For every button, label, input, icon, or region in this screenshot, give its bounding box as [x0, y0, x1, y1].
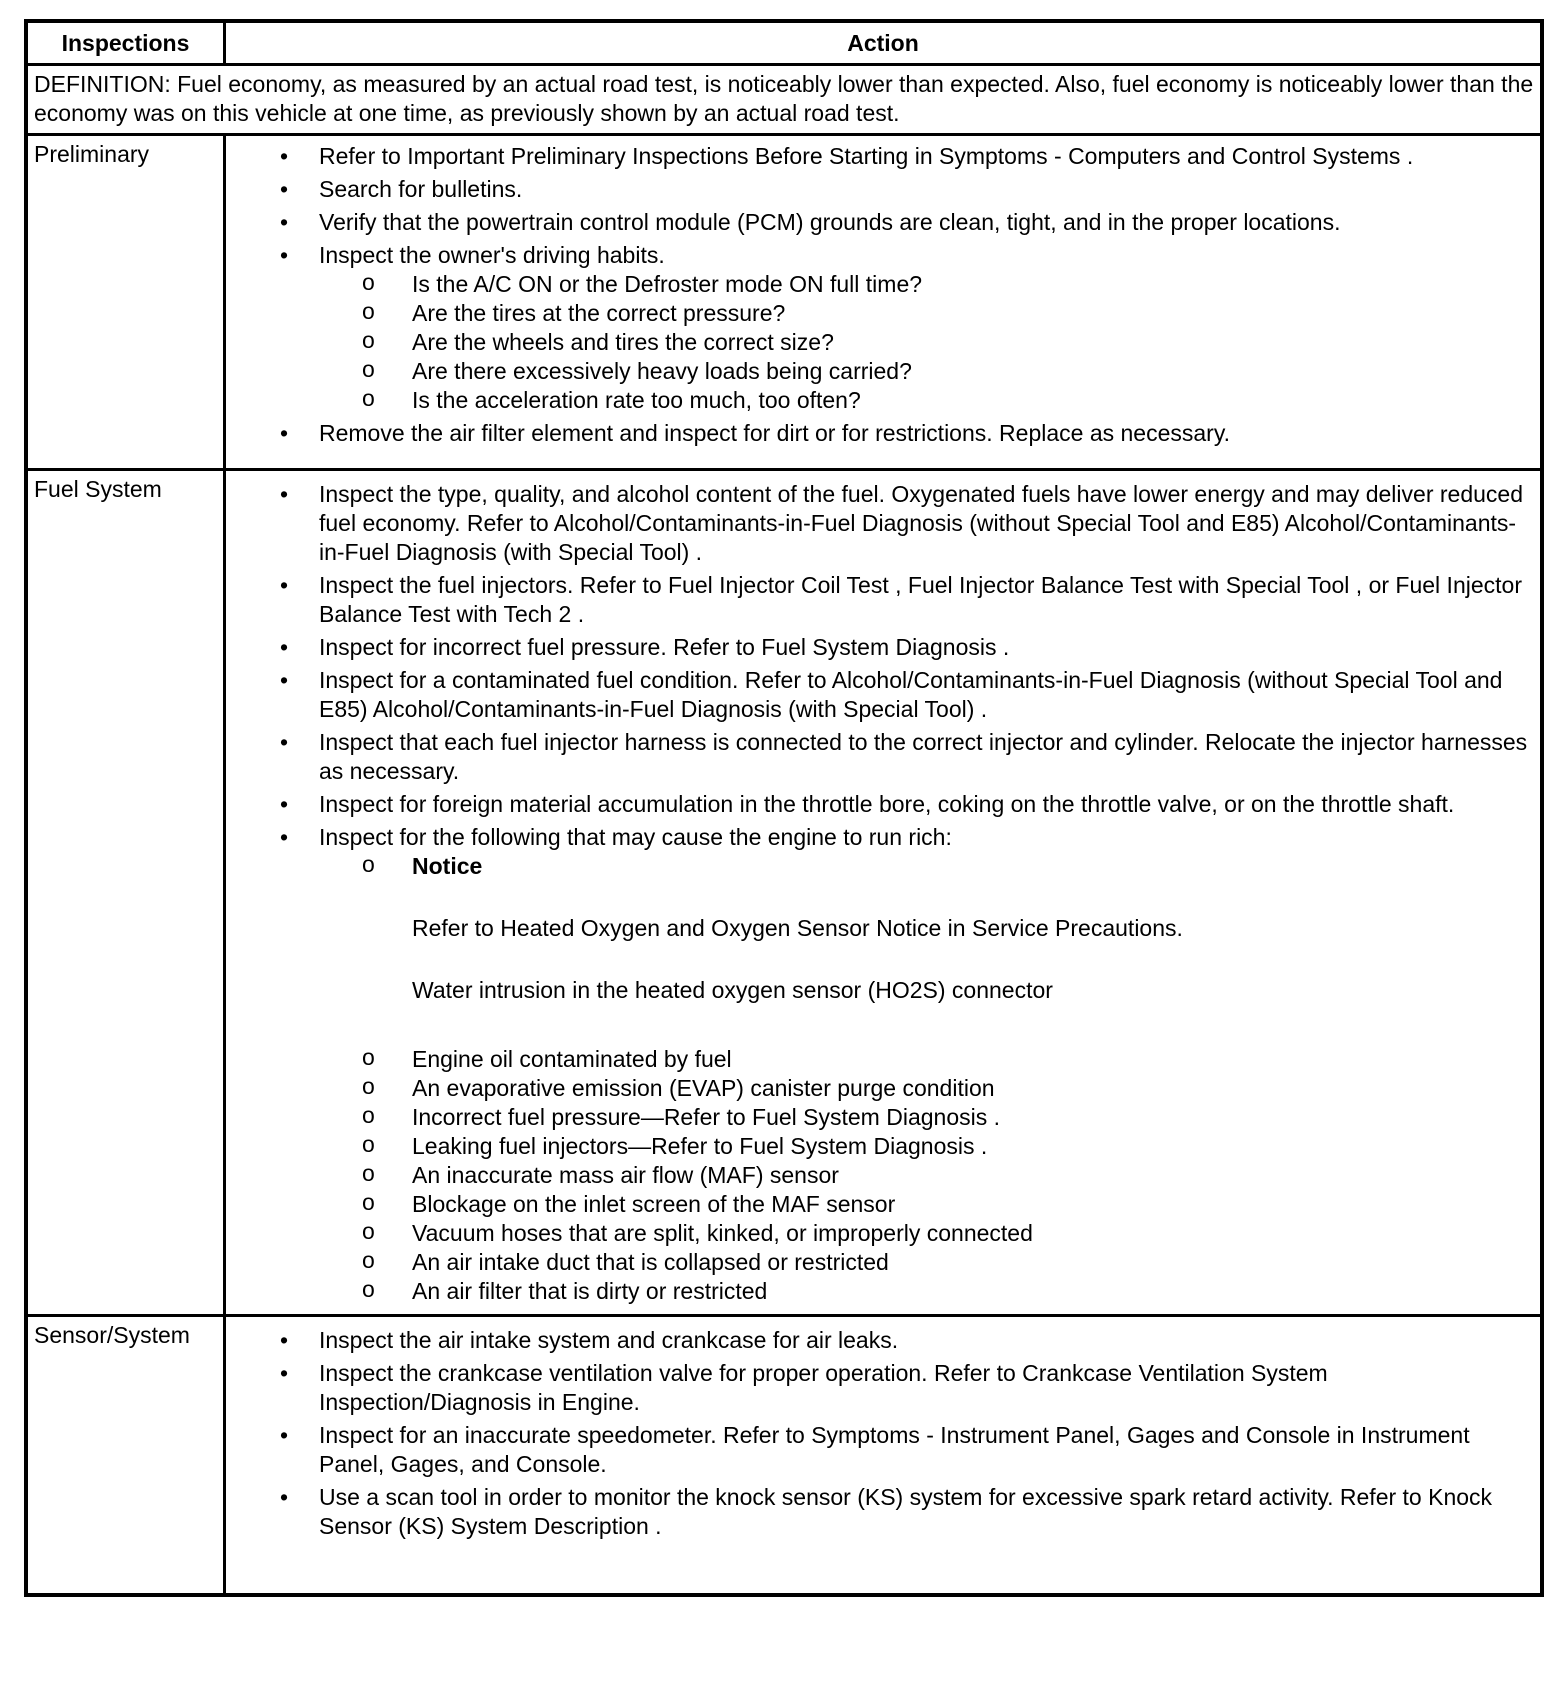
bullet-list [226, 1326, 1540, 1541]
sub-list-item [312, 1161, 1540, 1190]
header-action: Action [847, 30, 919, 56]
notice-block [412, 852, 1540, 1045]
sub-list-item [312, 1248, 1540, 1277]
sub-item-text: Are the wheels and tires the correct size? [412, 329, 834, 355]
list-item [226, 790, 1540, 819]
list-item-text: Inspect for the following that may cause the engine to run rich: [319, 824, 952, 850]
list-item-text: Inspect for a contaminated fuel condition. Refer to Alcohol/Contaminants-in-Fuel Diagnosis (without Special Tool and E85) Alcohol/Contaminants-in-Fuel Diagnosis (with Special Tool) . [319, 667, 1503, 722]
row-actions-sensor-system [226, 1317, 1540, 1593]
sub-item-text: Engine oil contaminated by fuel [412, 1046, 732, 1072]
sub-marker: o [362, 269, 375, 295]
list-item [226, 419, 1540, 448]
list-item [226, 823, 1540, 1306]
list-item-text: Inspect the air intake system and crankcase for air leaks. [319, 1327, 899, 1353]
sub-item-text: An inaccurate mass air flow (MAF) sensor [412, 1162, 839, 1188]
sub-marker: o [362, 1102, 375, 1128]
table-header-row [28, 23, 1540, 63]
list-item [226, 571, 1540, 629]
sub-marker: o [362, 385, 375, 411]
sub-item-text: Blockage on the inlet screen of the MAF sensor [412, 1191, 896, 1217]
sub-item-text: Incorrect fuel pressure—Refer to Fuel System Diagnosis . [412, 1104, 1001, 1130]
list-item [226, 1483, 1540, 1541]
row-label-preliminary: Preliminary [28, 136, 226, 468]
list-item [226, 728, 1540, 786]
sub-item-text: Is the A/C ON or the Defroster mode ON full time? [412, 271, 923, 297]
sub-marker: o [362, 1247, 375, 1273]
bullet-marker: • [279, 1360, 289, 1386]
sub-marker: o [362, 1276, 375, 1302]
header-inspections: Inspections [28, 23, 226, 63]
notice-text: Refer to Heated Oxygen and Oxygen Sensor Notice in Service Precautions. [412, 915, 1183, 941]
notice-item [312, 852, 1540, 1045]
bullet-marker: • [279, 634, 289, 660]
list-item [226, 175, 1540, 204]
sub-marker: o [362, 851, 375, 877]
sub-item-text: An air intake duct that is collapsed or restricted [412, 1249, 889, 1275]
bullet-marker: • [279, 1422, 289, 1448]
list-item [226, 666, 1540, 724]
list-item [226, 480, 1540, 567]
sub-marker: o [362, 356, 375, 382]
sub-item-text: Are there excessively heavy loads being carried? [412, 358, 912, 384]
table-row-fuel-system [28, 468, 1540, 1314]
sub-marker: o [362, 1189, 375, 1215]
sub-marker: o [362, 1160, 375, 1186]
list-item-text: Verify that the powertrain control module (PCM) grounds are clean, tight, and in the proper locations. [319, 209, 1341, 235]
sub-marker: o [362, 298, 375, 324]
list-item [226, 142, 1540, 171]
sub-list-item [312, 270, 1540, 299]
list-item-text: Use a scan tool in order to monitor the knock sensor (KS) system for excessive spark retard activity. Refer to Knock Sensor (KS) System Description . [319, 1484, 1493, 1539]
notice-item-text: Water intrusion in the heated oxygen sensor (HO2S) connector [412, 977, 1053, 1003]
list-item-text: Search for bulletins. [319, 176, 523, 202]
sub-marker: o [362, 1044, 375, 1070]
table-row-sensor-system [28, 1314, 1540, 1593]
bullet-list [226, 142, 1540, 448]
list-item-text: Remove the air filter element and inspect for dirt or for restrictions. Replace as necessary. [319, 420, 1231, 446]
bullet-marker: • [279, 1484, 289, 1510]
sub-list-item [312, 1277, 1540, 1306]
list-item-text: Inspect the crankcase ventilation valve for proper operation. Refer to Crankcase Ventilation System Inspection/Diagnosis in Engine. [319, 1360, 1328, 1415]
sub-item-text: Is the acceleration rate too much, too often? [412, 387, 861, 413]
sub-item-text: An evaporative emission (EVAP) canister purge condition [412, 1075, 995, 1101]
sub-list [319, 852, 1540, 1306]
sub-list-item [312, 1190, 1540, 1219]
sub-list-item [312, 1219, 1540, 1248]
list-item-text: Inspect for incorrect fuel pressure. Refer to Fuel System Diagnosis . [319, 634, 1010, 660]
sub-item-text: An air filter that is dirty or restricted [412, 1278, 768, 1304]
list-item [226, 1421, 1540, 1479]
row-actions-fuel-system [226, 471, 1540, 1314]
bullet-marker: • [279, 242, 289, 268]
spacer [412, 1005, 1540, 1045]
sub-item-text: Leaking fuel injectors—Refer to Fuel System Diagnosis . [412, 1133, 988, 1159]
list-item [226, 241, 1540, 415]
sub-list-item [312, 1103, 1540, 1132]
bullet-marker: • [279, 209, 289, 235]
bullet-marker: • [279, 481, 289, 507]
sub-list-item [312, 328, 1540, 357]
bullet-marker: • [279, 729, 289, 755]
bullet-marker: • [279, 824, 289, 850]
list-item-text: Inspect that each fuel injector harness is connected to the correct injector and cylinder. Relocate the injector harnesses as necessary. [319, 729, 1528, 784]
bullet-marker: • [279, 1327, 289, 1353]
sub-marker: o [362, 1218, 375, 1244]
sub-marker: o [362, 1073, 375, 1099]
sub-item-text: Are the tires at the correct pressure? [412, 300, 786, 326]
sub-item-text: Vacuum hoses that are split, kinked, or improperly connected [412, 1220, 1033, 1246]
list-item-text: Inspect the fuel injectors. Refer to Fuel Injector Coil Test , Fuel Injector Balance Test with Special Tool , or Fuel Injector Balance Test with Tech 2 . [319, 572, 1522, 627]
table-row-preliminary [28, 133, 1540, 468]
list-item-text: Inspect the type, quality, and alcohol content of the fuel. Oxygenated fuels have lower energy and may deliver reduced fuel economy. Refer to Alcohol/Contaminants-in-Fuel Diagnosis (without Special Tool and E85) Alcohol/Contaminants-in-Fuel Diagnosis (with Special Tool) . [319, 481, 1523, 565]
bullet-marker: • [279, 791, 289, 817]
bullet-marker: • [279, 143, 289, 169]
bullet-marker: • [279, 176, 289, 202]
bullet-list [226, 480, 1540, 1306]
list-item-text: Refer to Important Preliminary Inspections Before Starting in Symptoms - Computers and Control Systems . [319, 143, 1414, 169]
sub-list [319, 270, 1540, 415]
definition-text: DEFINITION: Fuel economy, as measured by an actual road test, is noticeably lower than expected. Also, fuel economy is noticeably lower than the economy was on this vehicle at one time, as previously shown by an actual road test. [34, 71, 1534, 126]
sub-list-item [312, 1045, 1540, 1074]
list-item [226, 1359, 1540, 1417]
definition-row [28, 63, 1540, 133]
list-item-text: Inspect for an inaccurate speedometer. Refer to Symptoms - Instrument Panel, Gages and Console in Instrument Panel, Gages, and Console. [319, 1422, 1470, 1477]
bullet-marker: • [279, 667, 289, 693]
sub-list-item [312, 299, 1540, 328]
sub-marker: o [362, 1131, 375, 1157]
row-label-fuel-system: Fuel System [28, 471, 226, 1314]
bullet-marker: • [279, 572, 289, 598]
bullet-marker: • [279, 420, 289, 446]
sub-list-item [312, 1074, 1540, 1103]
sub-list-item [312, 357, 1540, 386]
inspections-table [24, 19, 1544, 1597]
sub-marker: o [362, 327, 375, 353]
list-item-text: Inspect the owner's driving habits. [319, 242, 665, 268]
list-item [226, 1326, 1540, 1355]
list-item-text: Inspect for foreign material accumulation in the throttle bore, coking on the throttle valve, or on the throttle shaft. [319, 791, 1455, 817]
list-item [226, 208, 1540, 237]
row-label-sensor-system: Sensor/System [28, 1317, 226, 1593]
row-actions-preliminary [226, 136, 1540, 468]
sub-list-item [312, 386, 1540, 415]
notice-title: Notice [412, 853, 483, 879]
sub-list-item [312, 1132, 1540, 1161]
list-item [226, 633, 1540, 662]
